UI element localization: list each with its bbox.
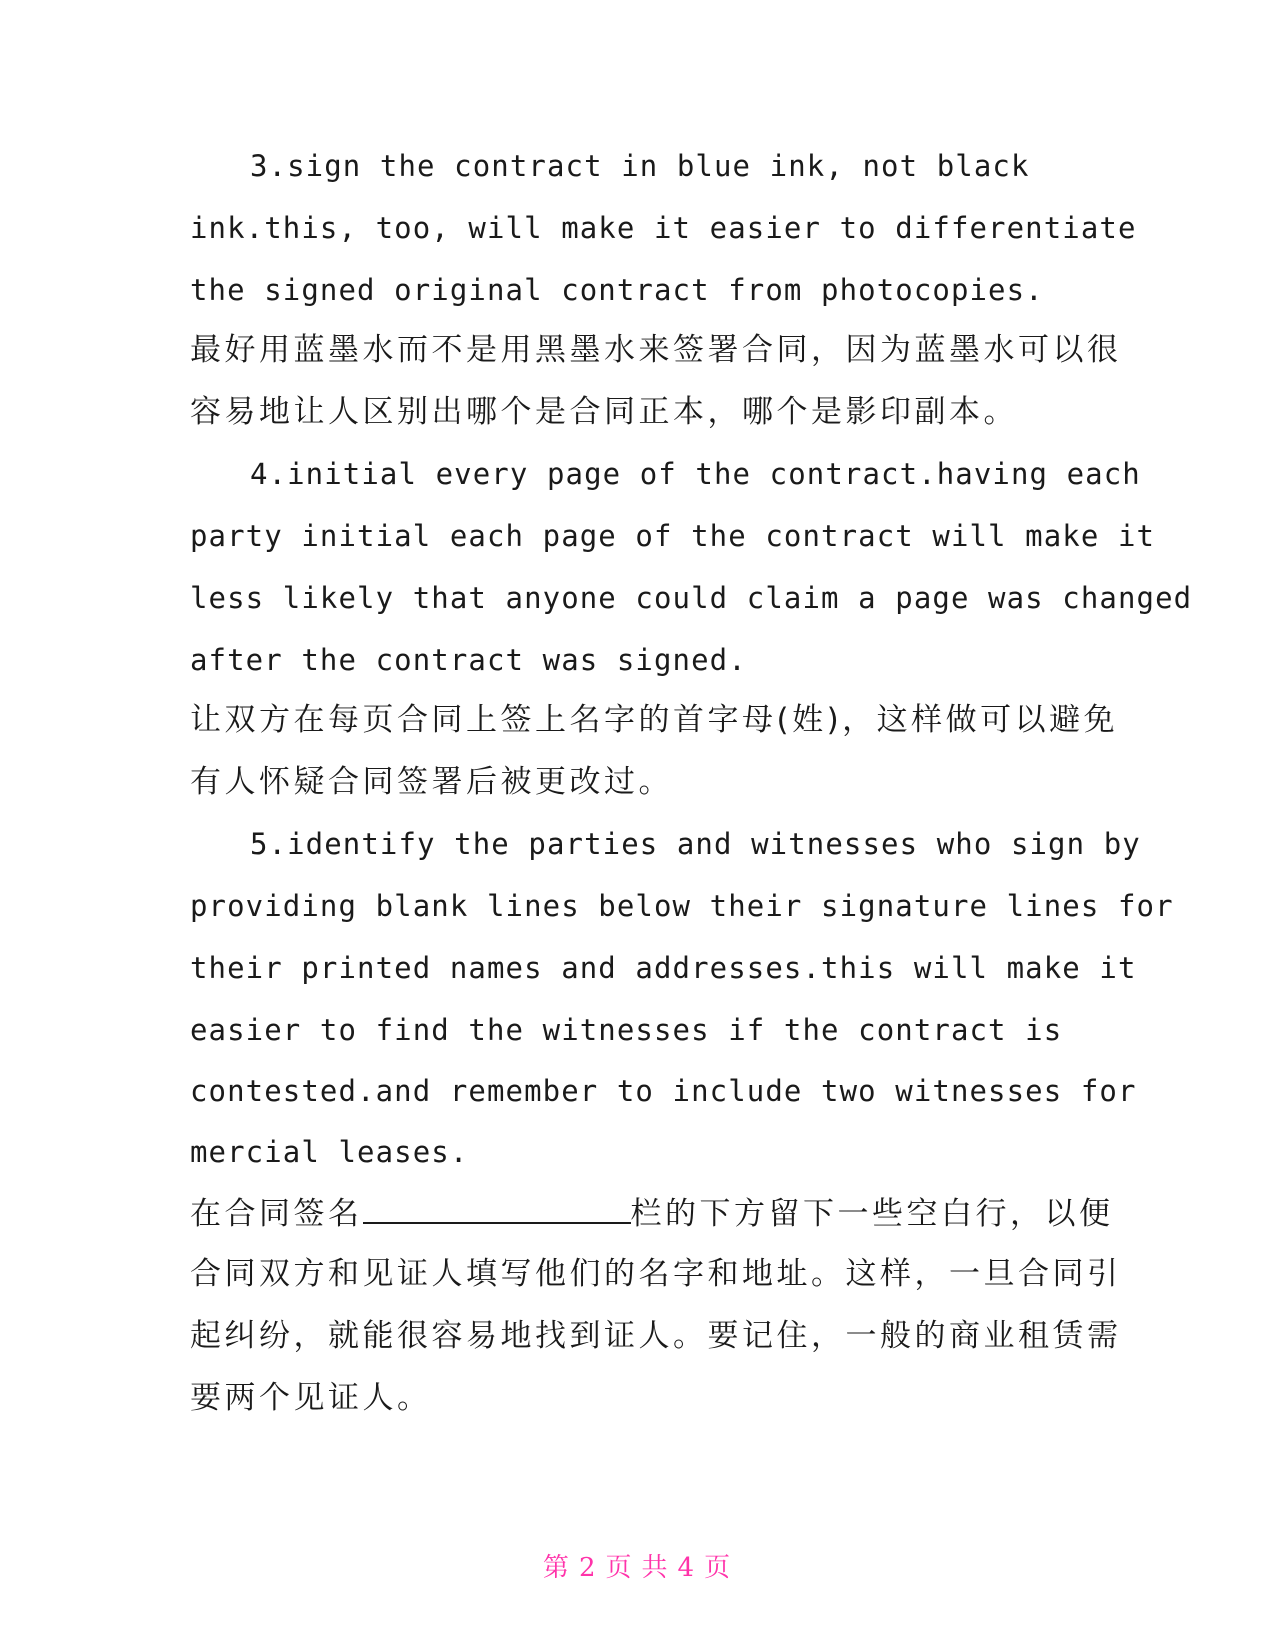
paragraph-4-chinese-line-2: 有人怀疑合同签署后被更改过。 [190, 764, 673, 800]
paragraph-5-chinese-line-1 [190, 1194, 1114, 1232]
paragraph-4-chinese-line-1: 让双方在每页合同上签上名字的首字母(姓)，这样做可以避免 [190, 702, 1119, 738]
paragraph-5-line-6: mercial leases. [190, 1135, 469, 1169]
paragraph-5-chinese-line-4: 要两个见证人。 [190, 1380, 432, 1416]
footer-suffix: 页 [704, 1553, 733, 1583]
paragraph-5-line-1: 5.identify the parties and witnesses who sign by [250, 827, 1141, 861]
paragraph-4-line-4: after the contract was signed. [190, 643, 747, 677]
paragraph-5-line-2: providing blank lines below their signature lines for [190, 889, 1174, 923]
page-number-footer [0, 1547, 1275, 1584]
paragraph-3-line-1: 3.sign the contract in blue ink, not black [250, 149, 1030, 183]
footer-total-pages: 4 [677, 1553, 697, 1583]
footer-page-word: 页 [605, 1553, 634, 1583]
paragraph-4-line-1: 4.initial every page of the contract.having each [250, 457, 1141, 491]
paragraph-5-chinese-line-3: 起纠纷，就能很容易地找到证人。要记住，一般的商业租赁需 [190, 1318, 1122, 1354]
chinese-text-before-blank: 在合同签名 [190, 1196, 363, 1232]
chinese-text-after-blank: 栏的下方留下一些空白行，以便 [630, 1196, 1114, 1232]
paragraph-3-line-3: the signed original contract from photocopies. [190, 273, 1044, 307]
paragraph-5-line-5: contested.and remember to include two witnesses for [190, 1074, 1137, 1108]
footer-prefix: 第 [542, 1553, 571, 1583]
paragraph-3-line-2: ink.this, too, will make it easier to differentiate [190, 211, 1137, 245]
paragraph-3-chinese-line-2: 容易地让人区别出哪个是合同正本，哪个是影印副本。 [190, 394, 1018, 430]
paragraph-5-line-3: their printed names and addresses.this will make it [190, 951, 1137, 985]
paragraph-4-line-2: party initial each page of the contract will make it [190, 519, 1156, 553]
signature-blank-line [363, 1194, 631, 1224]
footer-total-prefix: 共 [641, 1553, 670, 1583]
footer-current-page: 2 [578, 1553, 598, 1583]
paragraph-5-line-4: easier to find the witnesses if the contract is [190, 1013, 1063, 1047]
paragraph-5-chinese-line-2: 合同双方和见证人填写他们的名字和地址。这样，一旦合同引 [190, 1256, 1122, 1292]
paragraph-4-line-3: less likely that anyone could claim a page was changed [190, 581, 1193, 615]
paragraph-3-chinese-line-1: 最好用蓝墨水而不是用黑墨水来签署合同，因为蓝墨水可以很 [190, 332, 1122, 368]
